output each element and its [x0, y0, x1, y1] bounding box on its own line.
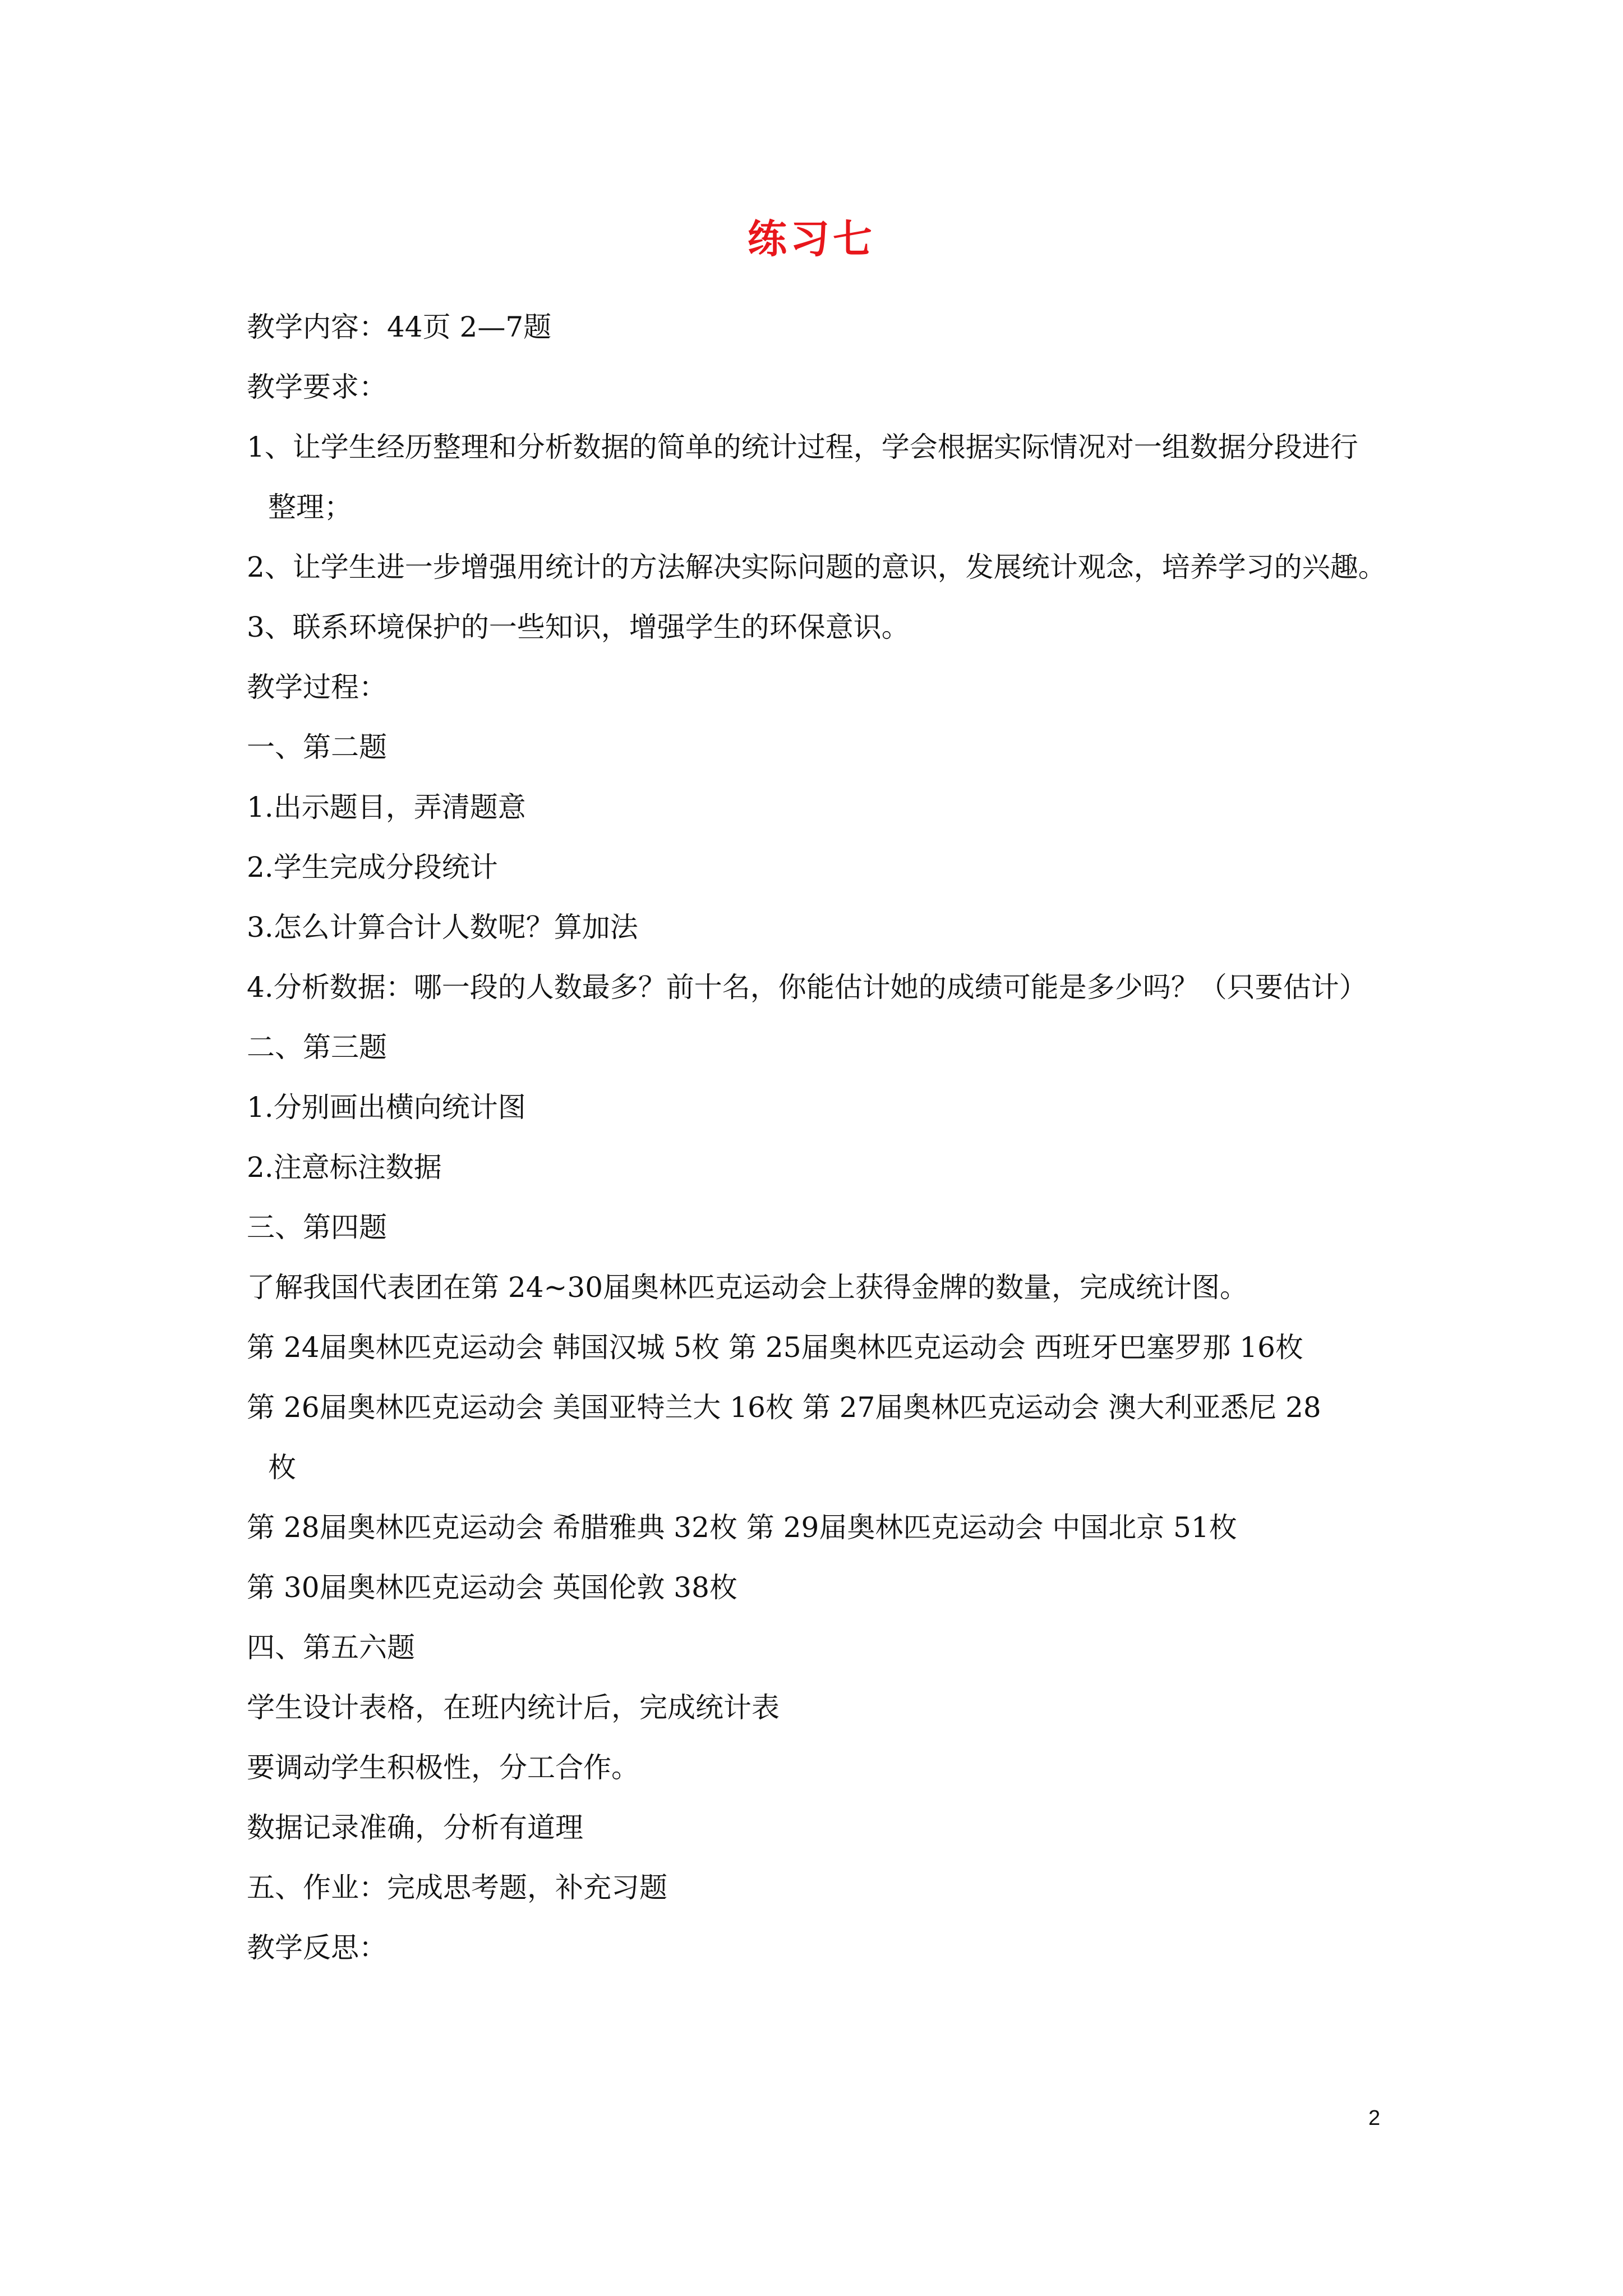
page-number: 2 [1368, 2106, 1381, 2130]
text-line-section-1-item-2: 2.学生完成分段统计 [247, 851, 498, 884]
text-line-requirement-1-cont: 整理； [268, 491, 352, 523]
text-line-olympics-26-27-cont: 枚 [268, 1451, 296, 1484]
text-line-requirement-3: 3、联系环境保护的一些知识，增强学生的环保意识。 [247, 611, 910, 643]
text-line-section-4: 四、第五六题 [247, 1631, 415, 1664]
text-line-olympics-30: 第 30届奥林匹克运动会 英国伦敦 38枚 [247, 1571, 737, 1604]
text-line-section-1: 一、第二题 [247, 731, 387, 763]
document-body [247, 297, 1391, 1978]
text-line-olympics-26-27: 第 26届奥林匹克运动会 美国亚特兰大 16枚 第 27届奥林匹克运动会 澳大利亚悉尼 28 [247, 1391, 1321, 1424]
text-line-section-3-intro: 了解我国代表团在第 24~30届奥林匹克运动会上获得金牌的数量，完成统计图。 [247, 1271, 1248, 1304]
text-line-process-heading: 教学过程： [247, 671, 387, 703]
text-line-section-4-item-3: 数据记录准确，分析有道理 [247, 1811, 583, 1844]
text-line-requirements-heading: 教学要求： [247, 371, 387, 403]
text-line-section-3: 三、第四题 [247, 1211, 387, 1244]
text-line-content: 教学内容：44页 2—7题 [247, 311, 552, 343]
document-title: 练习七 [748, 215, 875, 262]
text-line-reflection-heading: 教学反思： [247, 1931, 387, 1964]
text-line-section-4-item-1: 学生设计表格，在班内统计后，完成统计表 [247, 1691, 780, 1724]
text-line-section-2-item-1: 1.分别画出横向统计图 [247, 1091, 526, 1124]
text-line-section-1-item-3: 3.怎么计算合计人数呢？算加法 [247, 911, 638, 944]
text-line-section-5-homework: 五、作业：完成思考题，补充习题 [247, 1871, 667, 1904]
text-line-section-4-item-2: 要调动学生积极性，分工合作。 [247, 1751, 639, 1784]
text-line-olympics-28-29: 第 28届奥林匹克运动会 希腊雅典 32枚 第 29届奥林匹克运动会 中国北京 51枚 [247, 1511, 1237, 1544]
text-line-section-2: 二、第三题 [247, 1031, 387, 1064]
text-line-requirement-1: 1、让学生经历整理和分析数据的简单的统计过程，学会根据实际情况对一组数据分段进行 [247, 431, 1358, 463]
text-line-section-1-item-1: 1.出示题目，弄清题意 [247, 791, 526, 823]
text-line-section-1-item-4: 4.分析数据：哪一段的人数最多？前十名，你能估计她的成绩可能是多少吗？（只要估计） [247, 971, 1367, 1004]
text-line-section-2-item-2: 2.注意标注数据 [247, 1151, 442, 1184]
text-line-requirement-2: 2、让学生进一步增强用统计的方法解决实际问题的意识，发展统计观念，培养学习的兴趣。 [247, 551, 1386, 583]
text-line-olympics-24-25: 第 24届奥林匹克运动会 韩国汉城 5枚 第 25届奥林匹克运动会 西班牙巴塞罗那 16枚 [247, 1331, 1303, 1364]
